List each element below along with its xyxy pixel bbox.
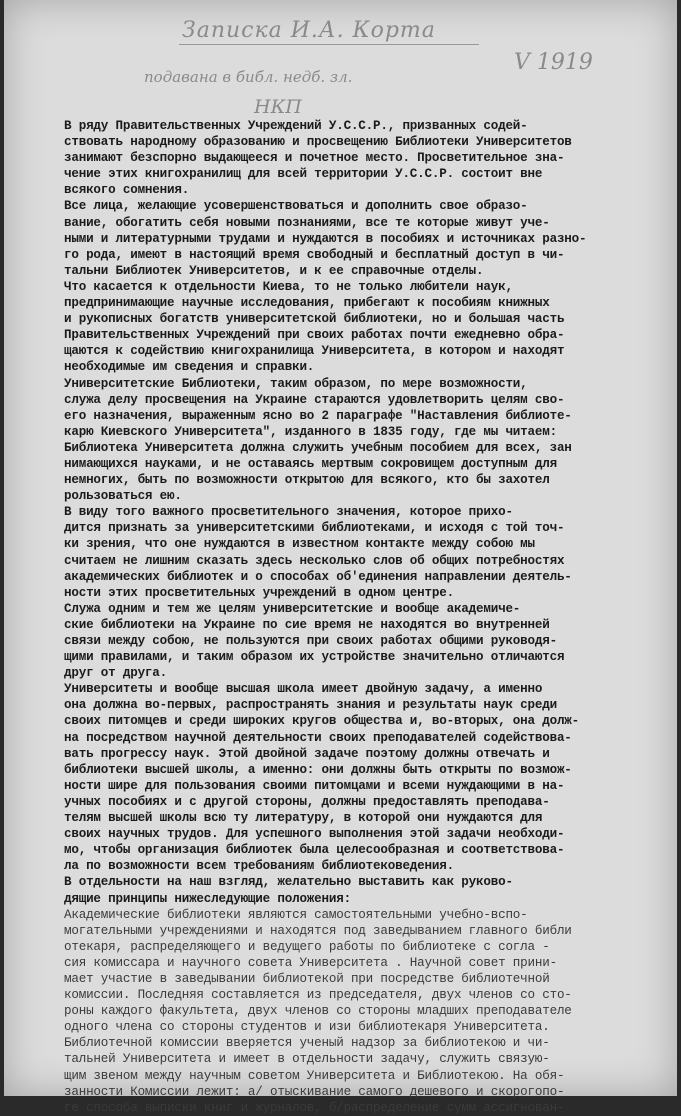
text-line: могательными учреждениями и находятся под заведыванием главного библи: [64, 923, 572, 938]
document-page: [4, 0, 677, 1115]
text-line: Все лица, желающие усовершенствоваться и дополнить свое образо-: [64, 199, 528, 214]
typed-body: [64, 118, 674, 1116]
text-line: занимают безспорно выдающееся и почетное место. Просветительное зна-: [64, 151, 565, 166]
text-line: ки зрения, что оне нуждаются в известном контакте между собою мы: [64, 537, 535, 552]
text-line: его назначения, выраженным ясно во 2 параграфе "Наставления библиоте-: [64, 408, 572, 423]
text-line: ными и литературными трудами и нуждаются в пособиях и источниках разно-: [64, 231, 587, 246]
text-line: Университетские Библиотеки, таким образом, по мере возможности,: [64, 376, 528, 391]
text-line: щаются к содействию книгохранилища Университета, в котором и находят: [64, 344, 565, 359]
text-line: Библиотека Университета должна служить учебным пособием для всех, зан: [64, 440, 572, 455]
handwritten-note: подавана в библ. недб. зл.: [144, 68, 353, 86]
text-line: вание, обогатить себя новыми познаниями, все те которые живут уче-: [64, 215, 550, 230]
text-line: комиссии. Последняя составляется из председателя, двух членов со сто-: [64, 988, 572, 1003]
text-line: всякого сомнения.: [64, 183, 190, 198]
text-line: ге способа выписки книг и журналов, б/распределение сумм ассигнован-: [64, 1100, 565, 1115]
text-line: Академические библиотеки являются самостоятельными учебно-вспо-: [64, 907, 528, 922]
text-line: ла по возможности всем требованиям библиотековедения.: [64, 859, 454, 874]
text-line: считаем не лишним сказать здесь несколько слов об общих потребностях: [64, 553, 565, 568]
text-line: нимающихся науками, и не оставаясь мертвым сокровищем доступным для: [64, 456, 557, 471]
text-line: щими правилами, и таким образом их устройстве значительно отличаются: [64, 650, 565, 665]
text-line: щим звеном между научным советом Университета и Библиотекою. На обя-: [64, 1068, 565, 1083]
handwritten-heading: Записка И.А. Корта: [182, 18, 436, 43]
text-line: В отдельности на наш взгляд, желательно выставить как руково-: [64, 875, 513, 890]
text-line: тальней Университета и имеет в отдельности задачу, служить связую-: [64, 1052, 550, 1067]
text-line: дящие принципы нижеследующие положения:: [64, 891, 351, 906]
text-line: необходимые им сведения и справки.: [64, 360, 315, 375]
text-line: ности этих просветительных учреждений в одном центре.: [64, 585, 454, 600]
text-line: она должна во-первых, распространять знания и результаты наук среди: [64, 698, 557, 713]
text-line: Университеты и вообще высшая школа имеет двойную задачу, а именно: [64, 682, 543, 697]
text-line: предпринимающие научные исследования, прибегают к пособиям книжных: [64, 296, 550, 311]
text-line: В виду того важного просветительного значения, которое прихо-: [64, 505, 513, 520]
text-line: академических библиотек и о способах об'единения направлении деятель-: [64, 569, 572, 584]
handwritten-mark: НКП: [254, 96, 302, 118]
text-line: связи между собою, не пользуются при своих работах общими руководя-: [64, 634, 557, 648]
text-line: ствовать народному образованию и просвещению Библиотеки Университетов: [64, 135, 572, 150]
text-line: своих питомцев и среди широких кругов общества и, во-вторых, она долж-: [64, 714, 580, 729]
text-line: го рода, имеют в настоящий время свободный и бесплатный доступ в чи-: [64, 247, 565, 262]
text-line: Что касается к отдельности Киева, то не только любители наук,: [64, 279, 513, 294]
text-line: ности шире для пользования своими питомцами и всеми нуждающими в на-: [64, 778, 565, 793]
text-line: вать прогрессу наук. Этой двойной задаче поэтому должны отвечать и: [64, 746, 550, 761]
text-line: мает участие в заведывании библиотекой при посредстве библиотечной: [64, 971, 550, 986]
text-line: на посредством научной деятельности своих преподавателей содействова-: [64, 730, 572, 745]
text-line: В ряду Правительственных Учреждений У.С.С.Р., призванных содей-: [64, 119, 528, 133]
text-line: Библиотечной комиссии вверяется ученый надзор за библиотекою и чи-: [64, 1036, 550, 1051]
text-line: Служа одним и тем же целям университетские и вообще академиче-: [64, 601, 521, 616]
text-line: одного члена со стороны студентов и изи библиотекаря Университета.: [64, 1020, 550, 1035]
text-line: отекаря, распределяющего и ведущего работы по библиотеке с согла -: [64, 939, 550, 954]
text-line: тальни Библиотек Университетов, и к ее справочные отделы.: [64, 263, 484, 278]
text-line: дится признать за университетскими библиотеками, и исходя с той точ-: [64, 521, 565, 536]
text-line: телям высшей школы всю ту литературу, в которой они нуждаются для: [64, 811, 543, 826]
text-line: сия комиссара и научного совета Университета . Научной совет прини-: [64, 955, 557, 970]
text-line: служа делу просвещения на Украине стараются удовлетворить целям сво-: [64, 392, 565, 407]
heading-underline: [179, 44, 479, 45]
text-line: занности Комиссии лежит: а/ отыскивание самого дешевого и скорогопо-: [64, 1084, 565, 1099]
text-line: учных пособиях и с другой стороны, должны предоставлять преподава-: [64, 794, 550, 809]
text-line: мо, чтобы организация библиотек была целесообразная и соответствова-: [64, 843, 565, 858]
text-line: библиотеки высшей школы, а именно: они должны быть открыты по возмож-: [64, 762, 572, 777]
text-line: ские библиотеки на Украине по сие время не находятся во внутренней: [64, 617, 550, 632]
text-line: Правительственных Учреждений при своих работах почти ежедневно обра-: [64, 328, 565, 343]
text-line: своих научных трудов. Для успешного выполнения этой задачи необходи-: [64, 827, 565, 842]
text-line: чение этих книгохранилищ для всей территории У.С.С.Р. состоит вне: [64, 167, 543, 182]
text-line: роны каждого факультета, двух членов со стороны младших преподавателе: [64, 1004, 572, 1019]
text-line: карю Киевского Университета", изданного в 1835 году, где мы читаем:: [64, 424, 557, 439]
text-line: рользоваться ею.: [64, 489, 182, 504]
text-line: друг от друга.: [64, 666, 168, 681]
text-line: немногих, быть по возможности открытою для всякого, кто бы захотел: [64, 473, 550, 488]
handwritten-year: V 1919: [514, 50, 593, 75]
text-line: и рукописных богатств университетской библиотеки, но и большая часть: [64, 312, 565, 327]
